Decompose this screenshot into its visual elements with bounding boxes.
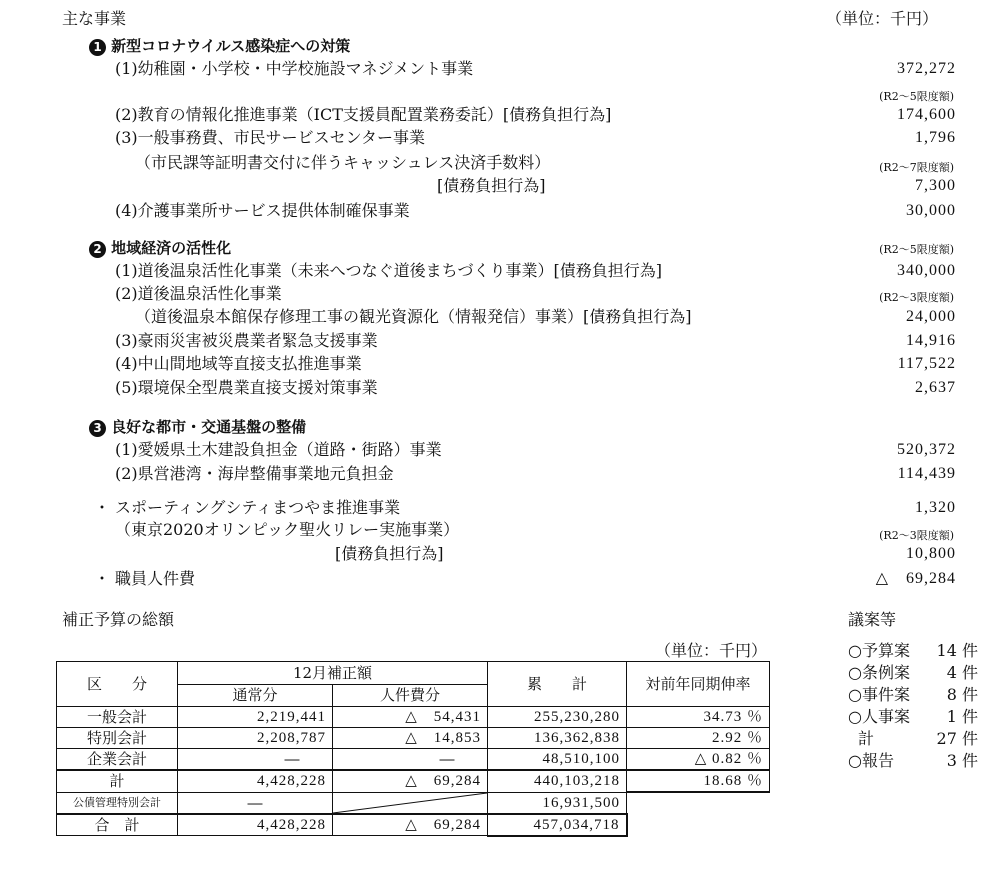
- header-december: 12月補正額: [178, 662, 488, 685]
- list-item: (2)県営港湾・海岸整備事業地元負担金: [115, 464, 394, 483]
- item-value: 7,300: [915, 177, 956, 194]
- list-item: (1)幼稚園・小学校・中学校施設マネジメント事業: [115, 59, 474, 78]
- item-value: 520,372: [897, 441, 956, 458]
- bills-list: [848, 643, 978, 775]
- header-kubun: 区 分: [57, 662, 178, 707]
- item-note: (R2～3限度額): [879, 529, 954, 542]
- unit-label: （単位：千円）: [826, 9, 939, 28]
- item-note: (R2～5限度額): [879, 90, 954, 103]
- section-heading-1: 1 新型コロナウイルス感染症への対策: [89, 38, 350, 56]
- list-item: 職員人件費: [115, 569, 196, 588]
- list-item: ○人事案 1 件: [848, 707, 978, 726]
- list-item: ○予算案 14 件: [848, 641, 978, 660]
- table-row: 計 4,428,228 △ 69,284 440,103,218 18.68 ％: [57, 770, 770, 792]
- list-item-total: 計 27 件: [858, 729, 978, 748]
- table-row: 合 計 4,428,228 △ 69,284 457,034,718: [57, 814, 770, 836]
- section-heading-2: 2 地域経済の活性化: [89, 240, 231, 258]
- list-item: (4)介護事業所サービス提供体制確保事業: [115, 201, 410, 220]
- list-item: （東京2020オリンピック聖火リレー実施事業）: [115, 520, 460, 539]
- header-normal: 通常分: [178, 684, 333, 707]
- table-row: 特別会計 2,208,787 △ 14,853 136,362,838 2.92 ％: [57, 728, 770, 749]
- list-item: スポーティングシティまつやま推進事業: [115, 498, 401, 517]
- list-item: (1)愛媛県土木建設負担金（道路・街路）事業: [115, 440, 442, 459]
- list-item: （市民課等証明書交付に伴うキャッシュレス決済手数料）: [135, 153, 551, 172]
- bills-title: 議案等: [848, 610, 897, 629]
- section-heading-3: 3 良好な都市・交通基盤の整備: [89, 419, 306, 437]
- list-item-sub: [債務負担行為]: [335, 544, 444, 563]
- list-item-sub: （道後温泉本館保存修理工事の観光資源化（情報発信）事業）[債務負担行為]: [135, 307, 692, 326]
- item-value: 1,320: [915, 499, 956, 516]
- item-value: 114,439: [897, 465, 956, 482]
- number-marker-icon: 1: [89, 39, 106, 56]
- page-title: 主な事業: [62, 9, 127, 28]
- item-value: 30,000: [906, 202, 956, 219]
- number-marker-icon: 3: [89, 420, 106, 437]
- list-item: (3)豪雨災害被災農業者緊急支援事業: [115, 331, 378, 350]
- table-row: 一般会計 2,219,441 △ 54,431 255,230,280 34.73 ％: [57, 707, 770, 728]
- item-value: 2,637: [915, 379, 956, 396]
- item-value: △ 69,284: [875, 570, 956, 587]
- item-value: 24,000: [906, 308, 956, 325]
- list-item: (1)道後温泉活性化事業（未来へつなぐ道後まちづくり事業）[債務負担行為]: [115, 261, 662, 280]
- list-item: (4)中山間地域等直接支払推進事業: [115, 354, 362, 373]
- bullet: ・: [94, 498, 111, 517]
- diagonal-line: [333, 793, 487, 813]
- list-item: (2)教育の情報化推進事業（ICT支援員配置業務委託）[債務負担行為]: [115, 105, 612, 124]
- header-yoy: 対前年同期伸率: [627, 662, 770, 707]
- bullet: ・: [94, 569, 111, 588]
- item-note: (R2～3限度額): [879, 291, 954, 304]
- list-item: (5)環境保全型農業直接支援対策事業: [115, 378, 378, 397]
- list-item: (2)道後温泉活性化事業: [115, 284, 282, 303]
- list-item: ○条例案 4 件: [848, 663, 978, 682]
- table-row: 企業会計 ― ― 48,510,100 △ 0.82 ％: [57, 749, 770, 771]
- summary-title: 補正予算の総額: [62, 610, 175, 629]
- item-note: (R2～5限度額): [879, 243, 954, 256]
- item-value: 10,800: [906, 545, 956, 562]
- item-note: (R2～7限度額): [879, 161, 954, 174]
- list-item: (3)一般事務費、市民サービスセンター事業: [115, 128, 426, 147]
- list-item: ○報告 3 件: [848, 751, 978, 770]
- header-cumulative: 累 計: [488, 662, 627, 707]
- item-value: 340,000: [897, 262, 956, 279]
- diagonal-cell: [333, 792, 488, 814]
- item-value: 117,522: [897, 355, 956, 372]
- item-value: 14,916: [906, 332, 956, 349]
- header-personnel: 人件費分: [333, 684, 488, 707]
- item-value: 174,600: [897, 106, 956, 123]
- budget-table: [56, 661, 770, 837]
- list-item: ○事件案 8 件: [848, 685, 978, 704]
- summary-unit: （単位：千円）: [655, 641, 768, 660]
- number-marker-icon: 2: [89, 241, 106, 258]
- item-value: 372,272: [897, 60, 956, 77]
- table-row: 公債管理特別会計 ― 16,931,500: [57, 792, 770, 814]
- item-value: 1,796: [915, 129, 956, 146]
- list-item-sub: [債務負担行為]: [437, 176, 546, 195]
